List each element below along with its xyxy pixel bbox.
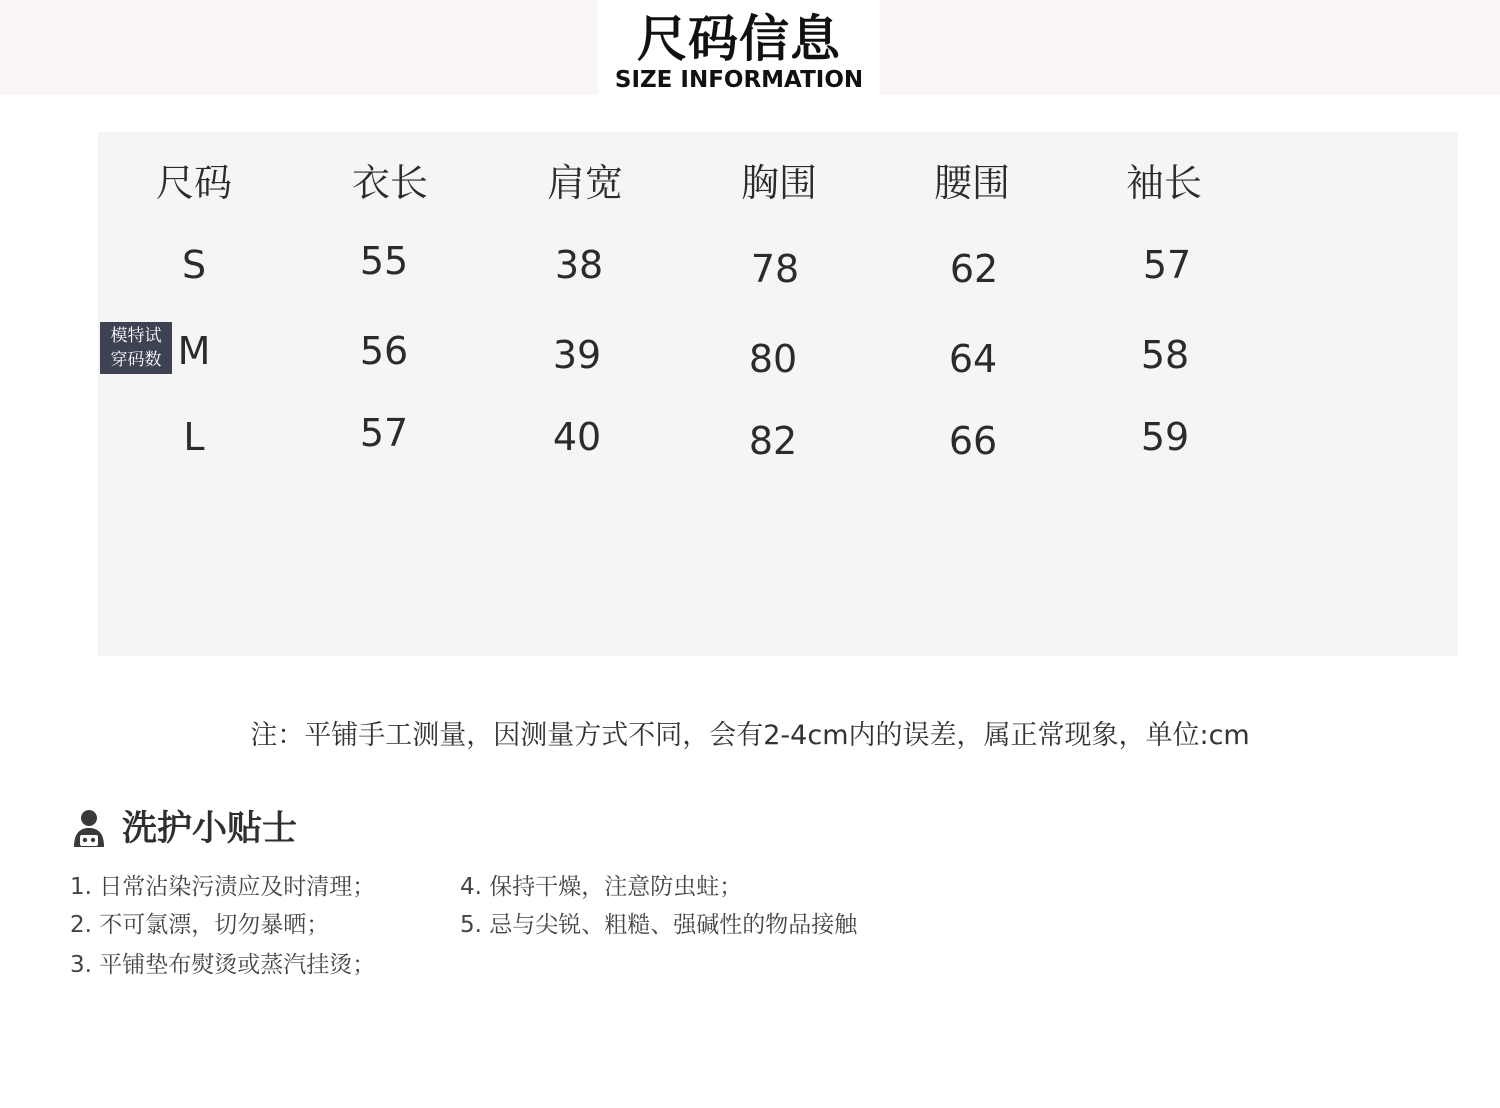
row-s-chest: 78 — [750, 247, 800, 291]
row-l-sleeve: 59 — [1140, 415, 1190, 459]
header-chest: 胸围 — [740, 161, 817, 205]
care-title: 洗护小贴士 — [122, 809, 298, 849]
row-s-length: 55 — [359, 239, 409, 283]
row-m-chest: 80 — [748, 337, 798, 381]
row-m-length: 56 — [359, 329, 409, 373]
care-tip-5: 5. 忌与尖锐、粗糙、强碱性的物品接触 — [460, 912, 858, 938]
header-length: 衣长 — [351, 161, 428, 205]
page-title: 尺码信息 — [637, 10, 841, 68]
care-tip-3: 3. 平铺垫布熨烫或蒸汽挂烫； — [70, 952, 376, 978]
row-s-shoulder: 38 — [554, 243, 604, 287]
laundry-person-icon — [70, 809, 108, 849]
model-tag-line-1: 模特试 — [110, 326, 162, 346]
care-header — [70, 806, 297, 852]
row-s-waist: 62 — [949, 247, 999, 291]
row-l-waist: 66 — [948, 419, 998, 463]
measurement-note: 注：平铺手工测量，因测量方式不同，会有2-4cm内的误差，属正常现象，单位:cm — [250, 720, 1250, 751]
model-tag-line-2: 穿码数 — [110, 350, 162, 370]
row-l-shoulder: 40 — [552, 415, 602, 459]
page-subtitle: SIZE INFORMATION — [614, 67, 864, 93]
row-m-waist: 64 — [948, 337, 998, 381]
size-table — [98, 132, 1458, 656]
row-l-chest: 82 — [748, 419, 798, 463]
care-tip-4: 4. 保持干燥，注意防虫蛀； — [460, 874, 743, 900]
row-l-size: L — [183, 415, 205, 459]
row-m-sleeve: 58 — [1140, 333, 1190, 377]
header-shoulder: 肩宽 — [546, 161, 623, 205]
row-m-shoulder: 39 — [552, 333, 602, 377]
row-m-size: M — [177, 329, 211, 373]
care-tip-2: 2. 不可氯漂，切勿暴晒； — [70, 912, 330, 938]
header-waist: 腰围 — [933, 161, 1010, 205]
page-title-block — [598, 0, 880, 95]
row-l-length: 57 — [359, 411, 409, 455]
header-sleeve: 袖长 — [1125, 161, 1202, 205]
care-tip-1: 1. 日常沾染污渍应及时清理； — [70, 874, 376, 900]
header-size: 尺码 — [155, 161, 232, 205]
row-s-sleeve: 57 — [1142, 243, 1192, 287]
row-s-size: S — [181, 243, 207, 287]
